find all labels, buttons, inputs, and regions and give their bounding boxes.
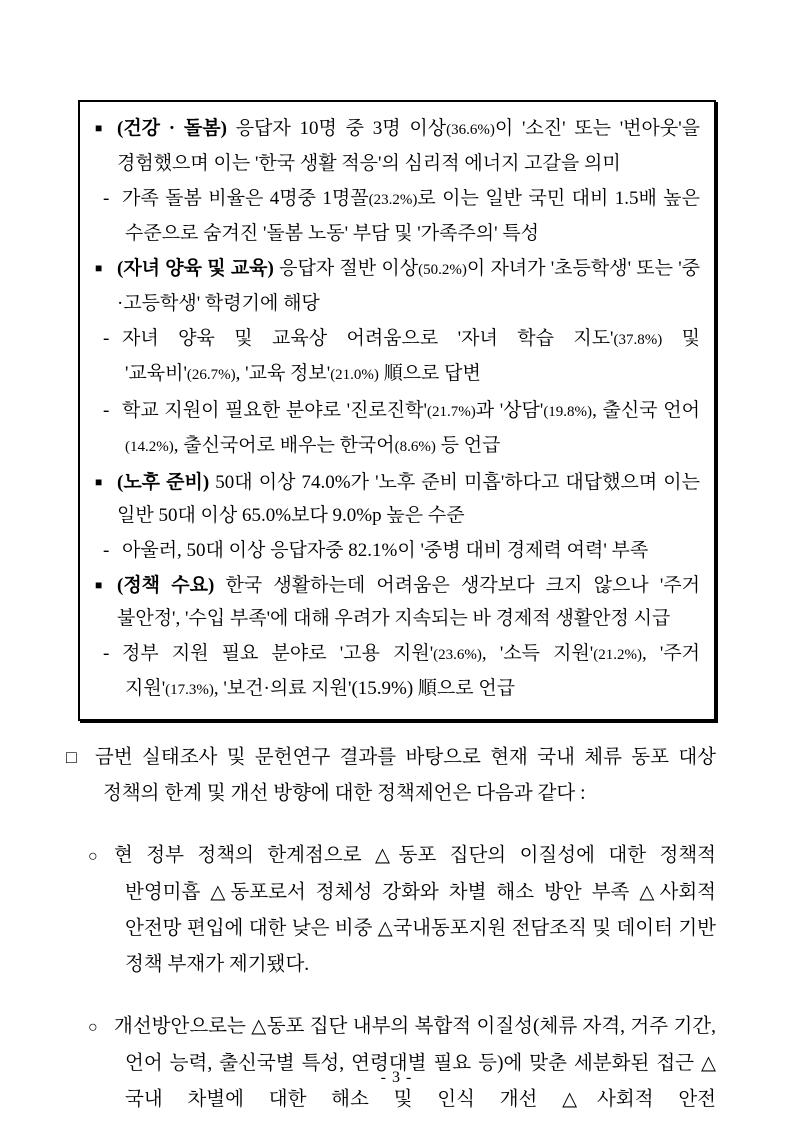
box-item-retirement xyxy=(95,466,700,532)
open-square-bullet: □ xyxy=(66,747,77,767)
box-item-text: 자녀 양육 및 교육상 어려움으로 '자녀 학습 지도'(37.8%) 및 '교육비'(26.7%), '교육 정보'(21.0%) 順으로 답변 xyxy=(122,328,701,384)
dash-bullet: - xyxy=(103,188,110,209)
filled-square-bullet: ■ xyxy=(95,121,103,135)
filled-square-bullet: ■ xyxy=(95,475,103,489)
box-item-text: (정책 수요) 한국 생활하는데 어려움은 생각보다 크지 않으나 '주거 불안정', '수입 부족'에 대해 우려가 지속되는 바 경제적 생활안정 시급 xyxy=(117,575,700,629)
filled-square-bullet: ■ xyxy=(95,261,103,275)
box-subitem-illness-finance xyxy=(103,534,700,567)
box-item-text: (건강 · 돌봄) 응답자 10명 중 3명 이상(36.6%)이 '소진' 또는 '번아웃'을 경험했으며 이는 '한국 생활 적응'의 심리적 에너지 고갈을 의미 xyxy=(117,118,700,174)
box-item-text: (노후 준비) 50대 이상 74.0%가 '노후 준비 미흡'하다고 대답했으며 이는 일반 50대 이상 65.0%보다 9.0%p 높은 수준 xyxy=(117,472,700,526)
box-item-text: 학교 지원이 필요한 분야로 '진로진학'(21.7%)과 '상담'(19.8%), 출신국 언어(14.2%), 출신국어로 배우는 한국어(8.6%) 등 언급 xyxy=(122,400,700,456)
box-item-text: 아울러, 50대 이상 응답자중 82.1%이 '중병 대비 경제력 여력' 부족 xyxy=(122,540,649,561)
box-item-health-care xyxy=(95,112,700,180)
box-item-text: 정부 지원 필요 분야로 '고용 지원'(23.6%), '소득 지원'(21.2%), '주거 지원'(17.3%), '보건·의료 지원'(15.9%) 順으로 언급 xyxy=(122,643,701,699)
box-subitem-gov-support xyxy=(103,637,700,707)
paragraph-policy-limits xyxy=(88,838,716,983)
paragraph-text: 금번 실태조사 및 문헌연구 결과를 바탕으로 현재 국내 체류 동포 대상 정책의 한계 및 개선 방향에 대한 정책제언은 다음과 같다 : xyxy=(95,747,716,804)
dash-bullet: - xyxy=(103,540,110,561)
dash-bullet: - xyxy=(103,400,110,421)
circle-bullet: ○ xyxy=(88,1019,98,1036)
box-item-text: 가족 돌봄 비율은 4명중 1명꼴(23.2%)로 이는 일반 국민 대비 1.5배 높은 수준으로 숨겨진 '돌봄 노동' 부담 및 '가족주의' 특성 xyxy=(122,188,700,244)
summary-box xyxy=(78,100,716,721)
filled-square-bullet: ■ xyxy=(95,578,103,592)
circle-bullet: ○ xyxy=(88,848,98,865)
paragraph-policy-intro xyxy=(66,739,716,812)
box-subitem-family-care xyxy=(103,182,700,250)
dash-bullet: - xyxy=(103,643,110,664)
box-item-child-education xyxy=(95,252,700,320)
box-item-text: (자녀 양육 및 교육) 응답자 절반 이상(50.2%)이 자녀가 '초등학생' 또는 '중·고등학생' 학령기에 해당 xyxy=(117,258,700,314)
box-item-policy-demand xyxy=(95,569,700,635)
paragraph-text: 현 정부 정책의 한계점으로 △동포 집단의 이질성에 대한 정책적 반영미흡 △동포로서 정체성 강화와 차별 해소 방안 부족 △사회적 안전망 편입에 대한 낮은 비중 △국내동포지원 전담조직 및 데이터 기반 정책 부재가 제기됐다. xyxy=(114,845,716,975)
paragraph-improvement-plan xyxy=(88,1009,716,1118)
paragraph-text: 개선방안으로는 △동포 집단 내부의 복합적 이질성(체류 자격, 거주 기간, 언어 능력, 출신국별 특성, 연령대별 필요 등)에 맞춘 세분화된 접근 △국내 차별에 대한 해소 및 인식 개선 △사회적 안전 xyxy=(114,1016,716,1110)
page-number: - 3 - xyxy=(380,1069,413,1086)
dash-bullet: - xyxy=(103,328,110,349)
box-subitem-education-difficulty xyxy=(103,322,700,392)
box-subitem-school-support xyxy=(103,394,700,464)
